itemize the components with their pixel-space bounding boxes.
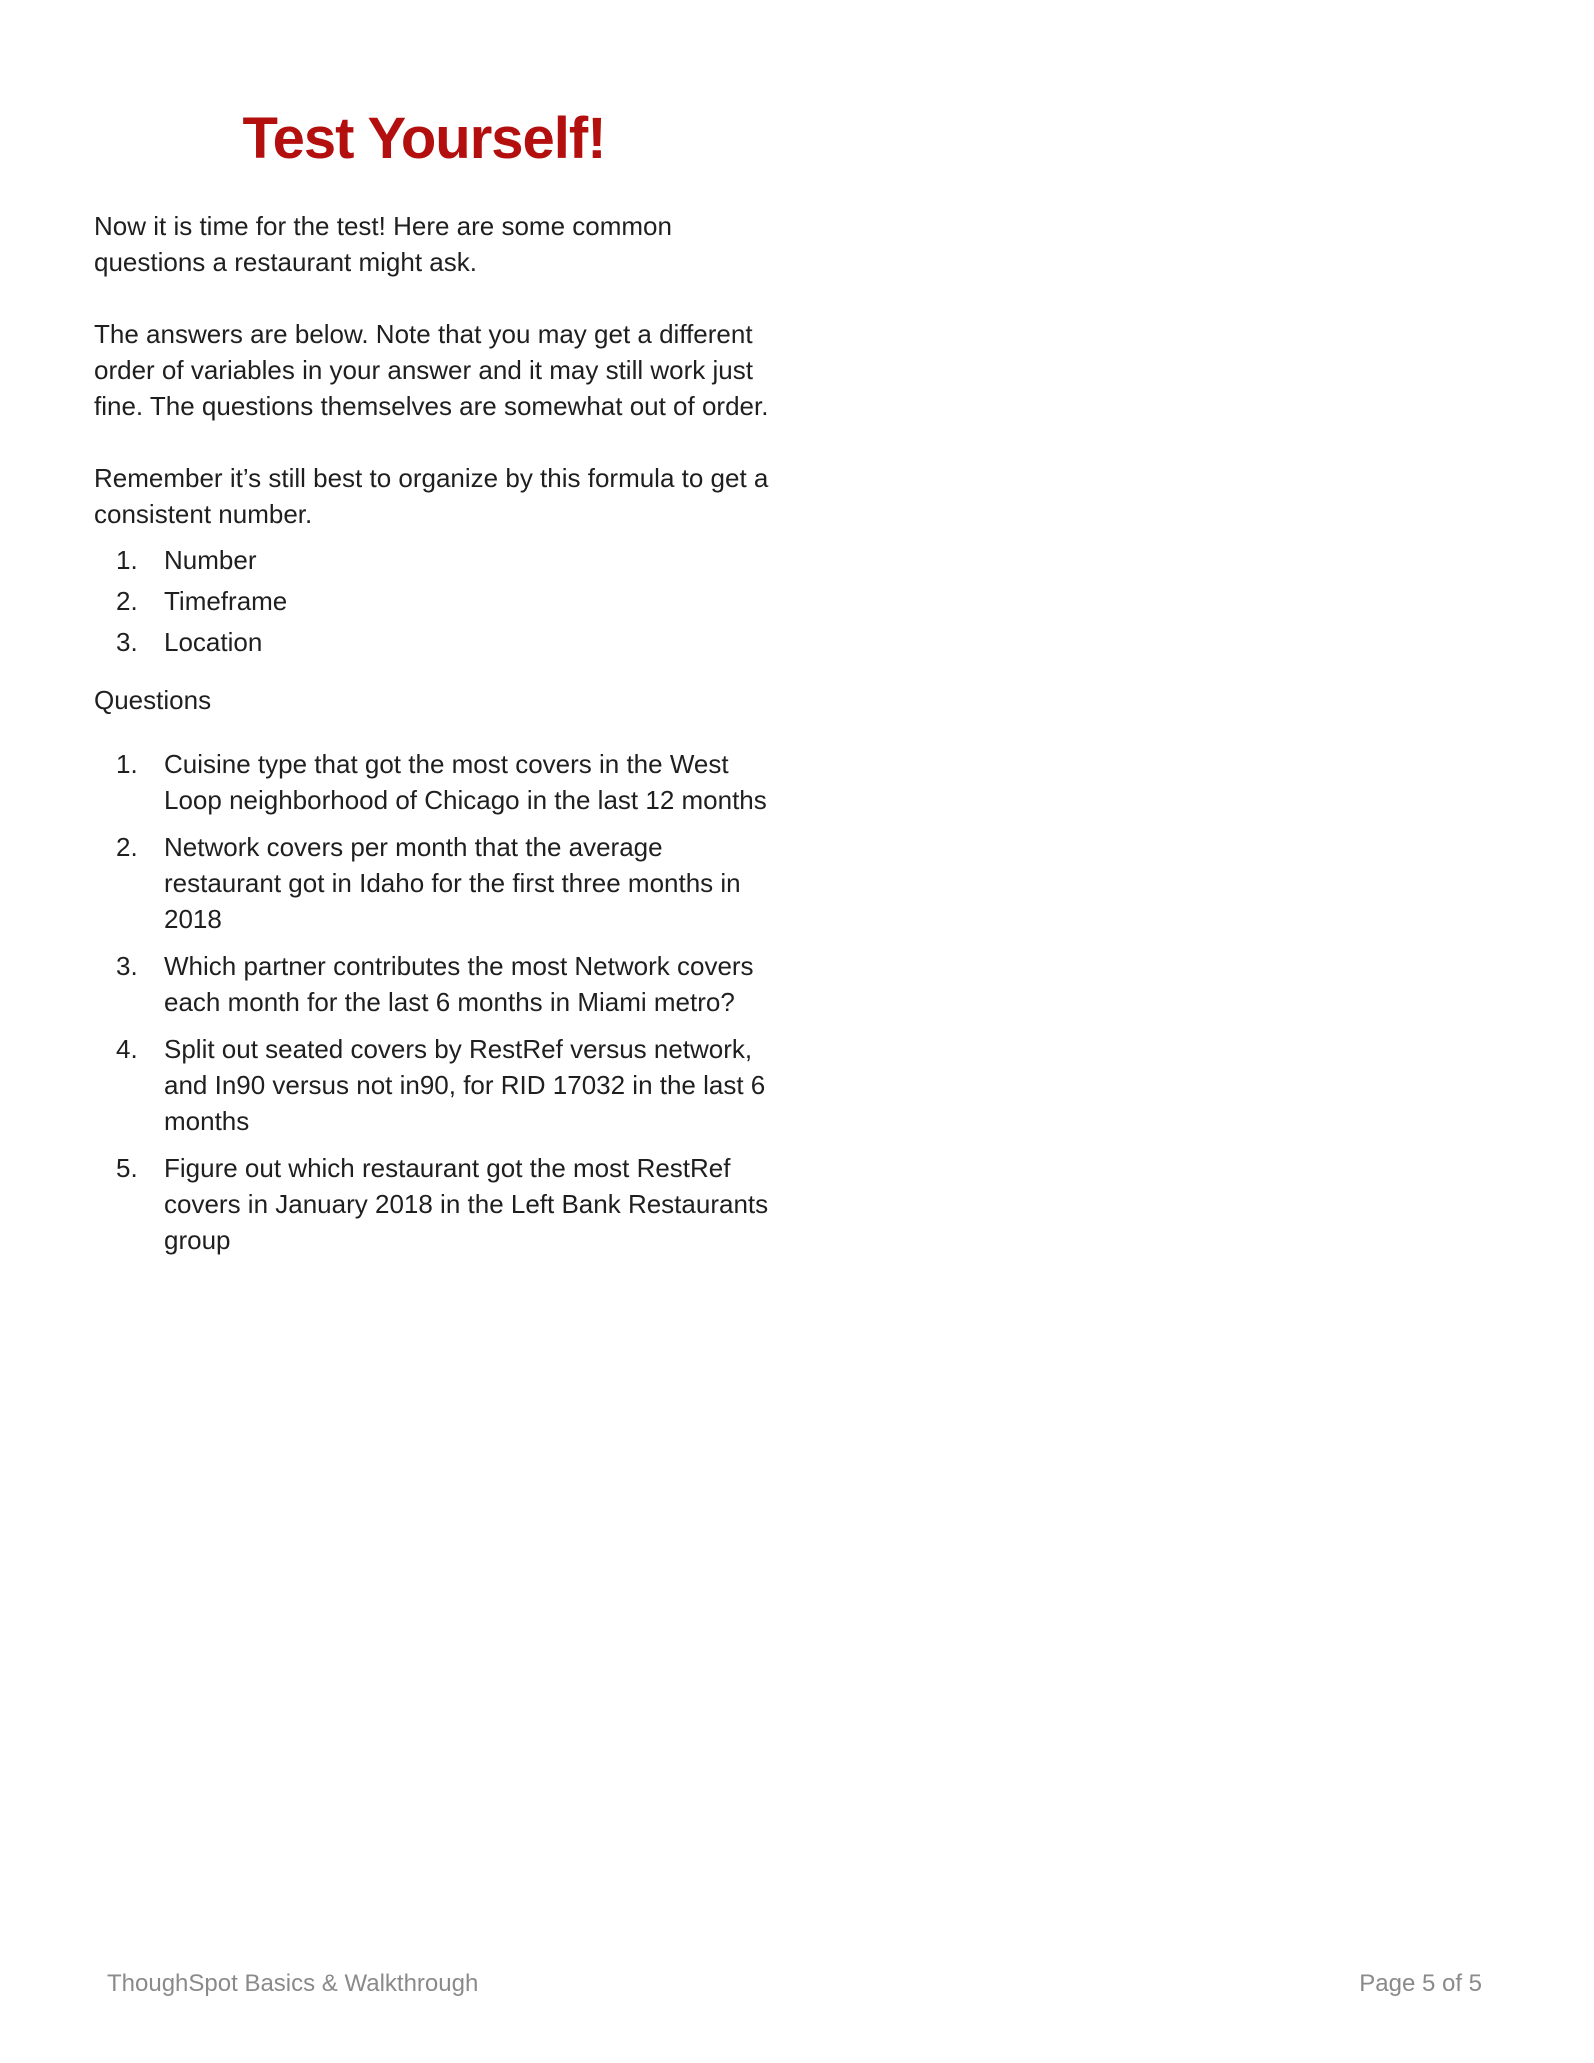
question-item bbox=[94, 829, 774, 937]
page-title: Test Yourself! bbox=[242, 106, 606, 171]
list-item-text: Timeframe bbox=[164, 586, 288, 616]
question-text: Network covers per month that the average restaurant got in Idaho for the first three months in 2018 bbox=[164, 832, 741, 934]
list-number: 1. bbox=[116, 545, 138, 575]
answers-note-paragraph: The answers are below. Note that you may get a different order of variables in your answer and it may still work just fine. The questions themselves are somewhat out of order. bbox=[94, 319, 769, 421]
question-text: Figure out which restaurant got the most RestRef covers in January 2018 in the Left Bank Restaurants group bbox=[164, 1153, 769, 1255]
question-item bbox=[94, 746, 774, 818]
question-text: Cuisine type that got the most covers in the West Loop neighborhood of Chicago in the last 12 months bbox=[164, 749, 767, 815]
question-text: Which partner contributes the most Network covers each month for the last 6 months in Miami metro? bbox=[164, 951, 754, 1017]
question-item bbox=[94, 1031, 774, 1139]
list-number: 5. bbox=[116, 1153, 138, 1183]
intro-paragraph: Now it is time for the test! Here are some common questions a restaurant might ask. bbox=[94, 211, 672, 277]
list-number: 2. bbox=[116, 586, 138, 616]
questions-heading: Questions bbox=[94, 685, 212, 715]
formula-item-location bbox=[94, 624, 774, 660]
list-item-text: Number bbox=[164, 545, 257, 575]
footer-document-title: ThoughSpot Basics & Walkthrough bbox=[107, 1970, 479, 1997]
formula-list bbox=[94, 542, 774, 660]
list-number: 4. bbox=[116, 1034, 138, 1064]
formula-reminder-paragraph: Remember it’s still best to organize by this formula to get a consistent number. bbox=[94, 463, 769, 529]
footer-page-number: Page 5 of 5 bbox=[1359, 1970, 1482, 1997]
question-text: Split out seated covers by RestRef versus network, and In90 versus not in90, for RID 17032 in the last 6 months bbox=[164, 1034, 766, 1136]
list-number: 3. bbox=[116, 627, 138, 657]
list-number: 2. bbox=[116, 832, 138, 862]
question-item bbox=[94, 1150, 774, 1258]
page-content bbox=[94, 100, 774, 1269]
questions-list bbox=[94, 746, 774, 1258]
list-number: 3. bbox=[116, 951, 138, 981]
question-item bbox=[94, 948, 774, 1020]
formula-item-timeframe bbox=[94, 583, 774, 619]
formula-item-number bbox=[94, 542, 774, 578]
list-item-text: Location bbox=[164, 627, 263, 657]
list-number: 1. bbox=[116, 749, 138, 779]
